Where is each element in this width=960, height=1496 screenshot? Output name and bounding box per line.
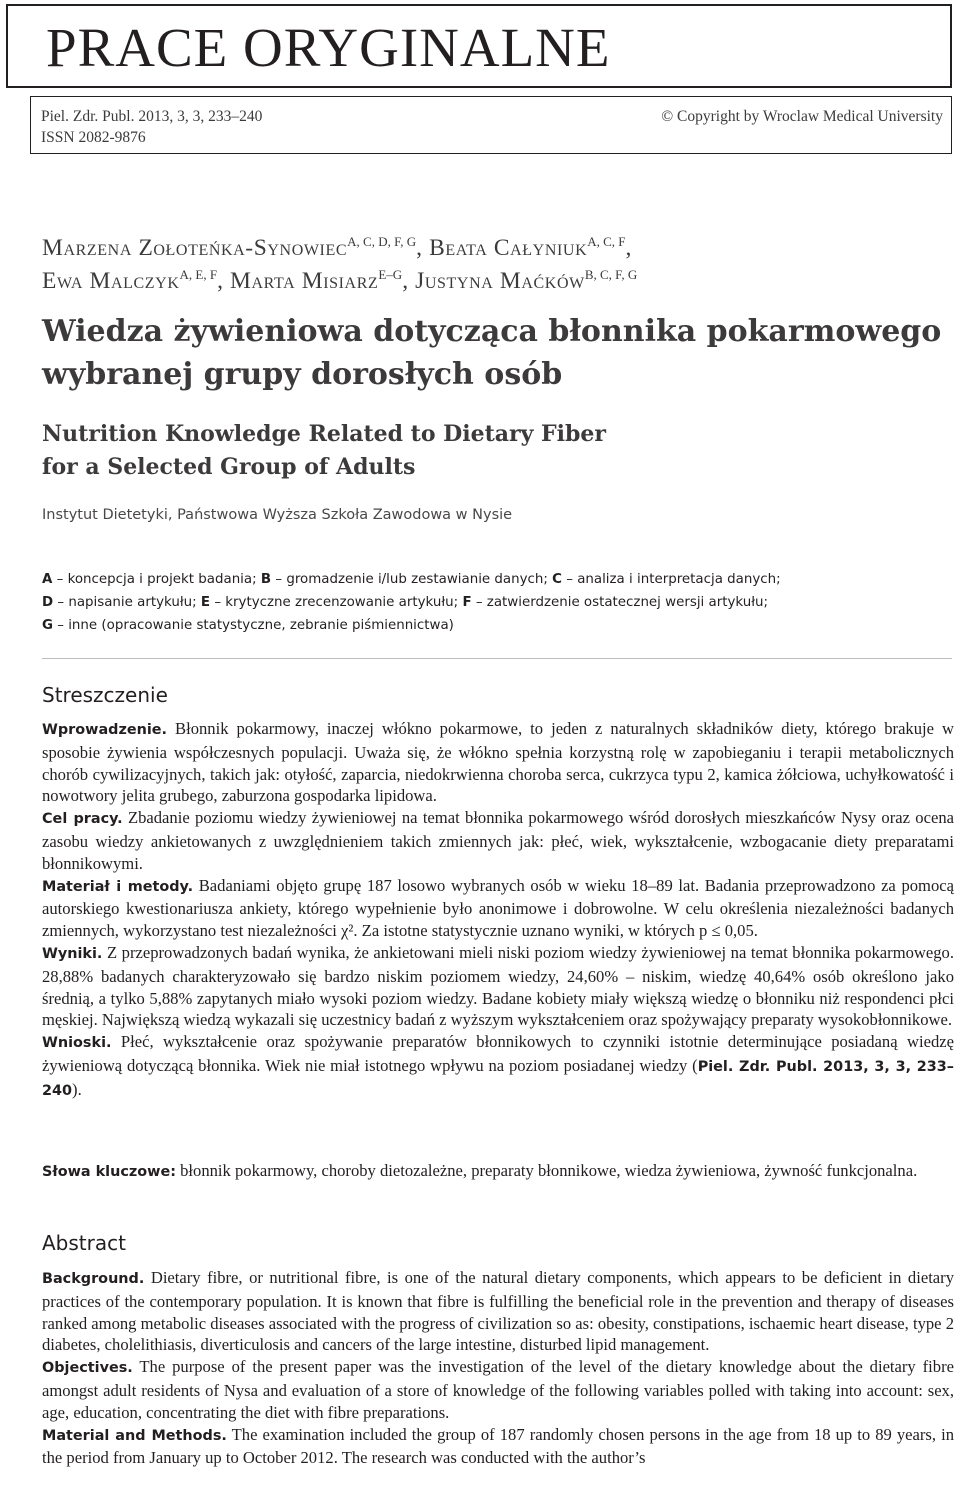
contribution-text: – gromadzenie i/lub zestawianie danych; [271,572,553,587]
contribution-text: – koncepcja i projekt badania; [52,572,261,587]
section-banner [6,4,952,88]
keywords-pl [42,1160,954,1184]
abstract-paragraph [42,1356,954,1423]
citation-ref: Piel. Zdr. Publ. 2013, 3, 3, 233–240 [42,1058,954,1099]
paragraph-text: Błonnik pokarmowy, inaczej włókno pokarmowe, to jeden z naturalnych składników diety, którego brakuje w sposobie żywienia współczesnych populacji. Uważa się, że włókno spełnia korzystną rolę w zapobieganiu i terapii metabolicznych chorób cywilizacyjnych, takich jak: otyłość, zaparcia, niedokrwienna choroba serca, cukrzyca typu 2, kamica żółciowa, uchyłkowatość i nowotwory jelita grubego, zaburzona gospodarka lipidowa. [42,719,954,806]
author-contribution: E–G [378,267,403,282]
author-name: Marta Misiarz [230,268,379,294]
contribution-legend [42,568,957,637]
paragraph-label: Wprowadzenie. [42,722,168,738]
contribution-key: D [42,595,54,610]
abstract-paragraph [42,718,954,807]
contribution-line [42,591,957,614]
contribution-key: F [462,595,472,610]
contribution-key: B [260,572,272,587]
abstract-paragraph [42,1424,954,1470]
citation [41,106,262,148]
author-separator: , [416,235,430,261]
streszczenie-heading: Streszczenie [42,683,168,707]
keywords-text: błonnik pokarmowy, choroby dietozależne, preparaty błonnikowe, wiedza żywieniowa, żywność funkcjonalna. [175,1161,918,1180]
title-line: wybranej grupy dorosłych osób [42,357,563,392]
title-line: for a Selected Group of Adults [42,454,416,480]
issn: ISSN 2082-9876 [41,129,146,146]
streszczenie-body [42,718,954,1103]
paragraph-label: Objectives. [42,1360,133,1377]
paragraph-text: ). [72,1079,82,1099]
citation-line: Piel. Zdr. Publ. 2013, 3, 3, 233–240 [41,108,263,125]
article-title-pl [42,310,942,396]
abstract-heading: Abstract [42,1231,126,1255]
contribution-text: – inne (opracowanie statystyczne, zebranie piśmiennictwa) [53,618,454,633]
paragraph-label: Wnioski. [42,1035,112,1052]
contribution-key: G [42,618,53,633]
paragraph-label: Wyniki. [42,945,103,962]
contribution-text: – zatwierdzenie ostatecznej wersji artykułu; [471,595,769,610]
contribution-key: E [200,595,211,610]
keywords-label: Słowa kluczowe: [42,1164,176,1180]
author-separator: , [217,268,231,294]
abstract-body [42,1267,954,1469]
paragraph-label: Background. [42,1271,145,1287]
divider [42,658,952,659]
paragraph-text: Płeć, wykształcenie oraz spożywanie preparatów błonnikowych to czynniki istotnie determinujące posiadaną wiedzę żywieniową dotyczącą błonnika. Wiek nie miał istotnego wpływu na poziom posiadanej wiedzy ( [42,1032,954,1075]
author-separator: , [402,268,416,294]
journal-info-box [30,96,952,154]
title-line: Nutrition Knowledge Related to Dietary Fiber [42,421,606,447]
section-title: PRACE ORYGINALNE [46,17,611,78]
author-contribution: A, C, D, F, G [347,234,417,249]
author-separator: , [625,235,633,261]
author-list [42,232,637,298]
paragraph-text: Zbadanie poziomu wiedzy żywieniowej na temat błonnika pokarmowego wśród dorosłych mieszkańców Nysy oraz ocena zasobu wiedzy ankietowanych z uwzględnieniem takich zmiennych jak: płeć, wiek, wykształcenie, wzbogacanie diety preparatami błonnikowymi. [42,808,954,873]
contribution-line [42,568,957,591]
abstract-paragraph [42,875,954,942]
contribution-key: A [42,572,53,587]
paragraph-text: The purpose of the present paper was the investigation of the level of the dietary knowledge about the dietary fibre amongst adult residents of Nysa and evaluation of a store of knowledge of the following variables polled with taking into account: sex, age, education, concentrating the diet with fibre preparations. [42,1357,954,1422]
paragraph-label: Materiał i metody. [42,878,194,895]
contribution-text: – napisanie artykułu; [53,595,201,610]
paragraph-text: Z przeprowadzonych badań wynika, że ankietowani mieli niski poziom wiedzy żywieniowej na temat błonnika pokarmowego. 28,88% badanych charakteryzowało się bardzo niskim poziomem wiedzy, 24,60% – niskim, wiedzę 40,64% osób określono jako średnią, a tylko 5,88% zapytanych miało wysoki poziom wiedzy. Badane kobiety miały większą wiedzę o błonniku niż respondenci płci męskiej. Największą wiedzą wykazali się uczestnicy badań z wyższym wykształceniem oraz spożywający preparaty wysokobłonnikowe. [42,942,954,1030]
affiliation: Instytut Dietetyki, Państwowa Wyższa Szkoła Zawodowa w Nysie [42,507,513,523]
author-contribution: B, C, F, G [584,267,638,282]
abstract-paragraph [42,1267,954,1356]
paragraph-label: Cel pracy. [42,811,123,828]
title-line: Wiedza żywieniowa dotycząca błonnika pokarmowego [42,314,942,349]
author-name: Ewa Malczyk [42,268,180,294]
contribution-line [42,614,957,637]
abstract-paragraph [42,1031,954,1102]
author-line [42,232,637,265]
copyright: © Copyright by Wroclaw Medical University [661,108,943,125]
paragraph-text: Dietary fibre, or nutritional fibre, is one of the natural dietary components, which appears to be deficient in dietary practices of the contemporary population. It is known that fibre is fulfilling the beneficial role in the prevention and therapy of diseases ranked among metabolic diseases associated with the progress of civilization so as: obesity, constipations, ischaemic heart disease, type 2 diabetes, cholelithiasis, diverticulosis and cancers of the large intestine, disturbed lipid management. [42,1268,954,1355]
article-title-en [42,418,942,484]
author-name: Justyna Maćków [415,268,585,294]
author-line [42,265,637,298]
author-name: Marzena Zołoteńka-Synowiec [42,235,348,261]
author-contribution: A, E, F [179,267,218,282]
paragraph-label: Material and Methods. [42,1427,227,1444]
contribution-text: – analiza i interpretacja danych; [561,572,781,587]
contribution-key: C [552,572,562,587]
paragraph-text: The examination included the group of 187 randomly chosen persons in the age from 18 up to 89 years, in the period from January up to October 2012. The research was conducted with the author’s [42,1424,954,1468]
author-contribution: A, C, F [587,234,626,249]
abstract-paragraph [42,807,954,874]
keywords-paragraph [42,1160,954,1184]
paragraph-text: Badaniami objęto grupę 187 losowo wybranych osób w wieku 18–89 lat. Badania przeprowadzono za pomocą autorskiego kwestionariusza ankiety, którego wypełnienie było anonimowe i dobrowolne. W celu określenia niezależności badanych zmiennych, wykorzystano test niezależności χ². Za istotne statystycznie uznano wyniki, w których p ≤ 0,05. [42,875,954,941]
contribution-text: – krytyczne zrecenzowanie artykułu; [210,595,463,610]
author-name: Beata Całyniuk [429,235,588,261]
abstract-paragraph [42,942,954,1031]
